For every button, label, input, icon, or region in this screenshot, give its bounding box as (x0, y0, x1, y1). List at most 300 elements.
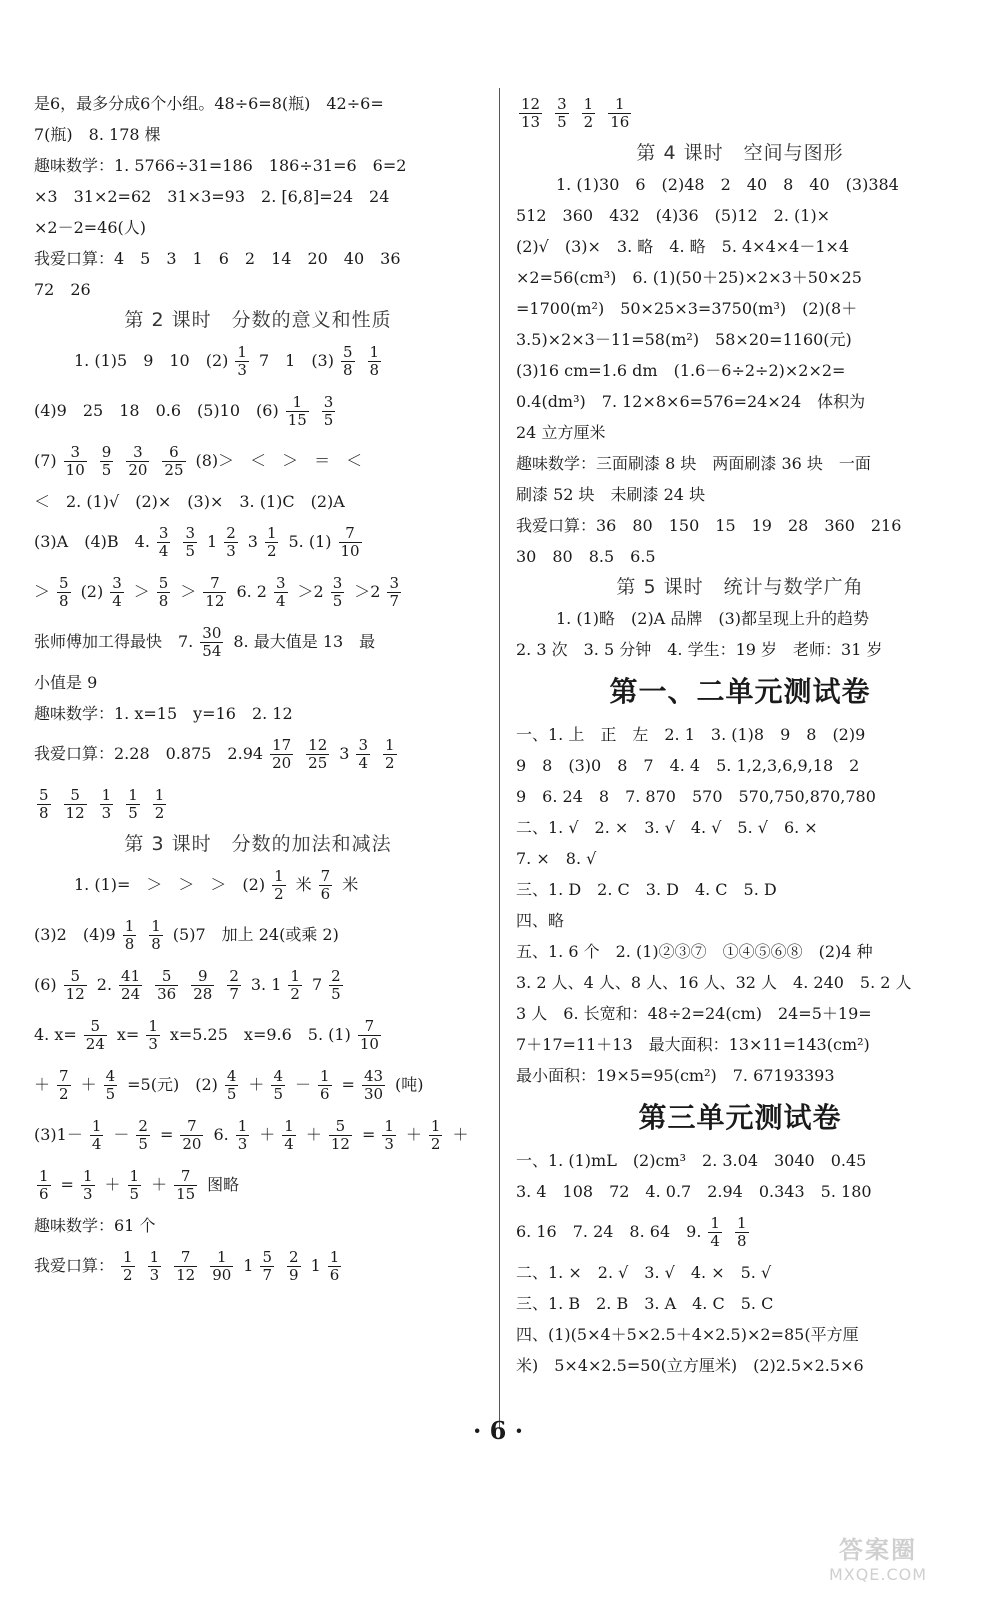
answer-text: 第 3 课时 分数的加法和减法 (124, 833, 392, 855)
fraction (123, 918, 137, 953)
numerator: 1 (237, 1116, 248, 1135)
numerator: 1 (123, 1247, 133, 1266)
answer-text: ＞2 (354, 582, 381, 601)
answer-text: ＋ (248, 1075, 265, 1094)
answer-text: 二、1. × 2. √ 3. √ 4. × 5. √ (516, 1263, 772, 1282)
denominator: 4 (710, 1231, 720, 1250)
fraction (162, 444, 185, 479)
answer-line (516, 1060, 968, 1091)
fraction (224, 525, 238, 560)
answer-line (34, 517, 486, 567)
answer-text: (3)A (4)B 4. (34, 532, 150, 551)
column-divider (499, 88, 500, 1428)
answer-text: 我爱口算： (34, 1256, 115, 1275)
numerator: 4 (105, 1066, 116, 1085)
fraction (322, 394, 336, 429)
answer-text: 2. (96, 975, 113, 994)
fraction (235, 344, 249, 379)
denominator: 4 (112, 591, 122, 610)
answer-text: ＋ (405, 1125, 422, 1144)
answer-line (516, 448, 968, 479)
fraction (191, 968, 214, 1003)
denominator: 2 (154, 803, 165, 822)
numerator: 2 (289, 1247, 299, 1266)
numerator: 41 (121, 966, 141, 985)
fraction (331, 575, 345, 610)
fraction (282, 1118, 296, 1153)
denominator: 3 (82, 1184, 93, 1203)
denominator: 7 (229, 984, 239, 1003)
answer-line (34, 1210, 486, 1241)
answer-line (516, 1288, 968, 1319)
answer-text: 1. (1)= ＞ ＞ ＞ (2) (74, 875, 266, 894)
answer-text: (3)1－ (34, 1125, 83, 1144)
answer-text: 第 5 课时 统计与数学广角 (616, 576, 864, 598)
answer-text: x=5.25 x=9.6 5. (1) (169, 1025, 351, 1044)
answer-text: 3 (339, 744, 350, 763)
fraction (358, 1018, 381, 1053)
denominator: 7 (262, 1265, 273, 1284)
answer-text: 张师傅加工得最快 7. (34, 632, 194, 651)
lesson-title (34, 305, 486, 336)
denominator: 25 (308, 753, 328, 772)
left-column (34, 88, 486, 1291)
fraction (708, 1215, 722, 1250)
fraction (318, 1068, 332, 1103)
numerator: 3 (358, 735, 368, 754)
fraction (126, 444, 149, 479)
fraction (306, 737, 329, 772)
answer-text: ＜ 2. (1)√ (2)× (3)× 3. (1)C (2)A (34, 492, 345, 511)
numerator: 5 (161, 966, 172, 985)
answer-text: ＋ (452, 1125, 469, 1144)
numerator: 1 (128, 785, 138, 804)
fraction (362, 1068, 385, 1103)
answer-line (34, 119, 486, 150)
denominator: 3 (237, 360, 247, 379)
numerator: 9 (101, 442, 112, 461)
denominator: 28 (193, 984, 213, 1003)
numerator: 6 (169, 442, 179, 461)
fraction (90, 1118, 104, 1153)
answer-line (34, 88, 486, 119)
answer-line (34, 181, 486, 212)
numerator: 2 (138, 1116, 148, 1135)
answer-text: 四、略 (516, 911, 565, 930)
denominator: 5 (332, 591, 343, 610)
answer-line (516, 750, 968, 781)
answer-text: 9 6. 24 8 7. 870 570 570,750,870,780 (516, 787, 876, 806)
answer-text: (6) (34, 975, 57, 994)
answer-text: 1 (243, 1256, 254, 1275)
answer-line (516, 1207, 968, 1257)
denominator: 4 (158, 541, 169, 560)
denominator: 5 (101, 460, 112, 479)
numerator: 4 (226, 1066, 237, 1085)
fraction (57, 575, 71, 610)
answer-line (34, 698, 486, 729)
numerator: 7 (320, 866, 331, 885)
fraction (260, 1249, 274, 1284)
numerator: 3 (557, 94, 567, 113)
fraction (155, 968, 178, 1003)
answer-line (516, 510, 968, 541)
answer-line (34, 1010, 486, 1060)
answer-text: 四、(1)(5×4＋5×2.5＋4×2.5)×2=85(平方厘 (516, 1325, 859, 1344)
denominator: 12 (205, 591, 225, 610)
answer-text: 1. (1)略 (2)A 品牌 (3)都呈现上升的趋势 (556, 609, 869, 628)
denominator: 8 (342, 360, 353, 379)
numerator: 1 (384, 735, 395, 754)
answer-line (516, 231, 968, 262)
numerator: 1 (82, 1166, 93, 1185)
fraction (200, 625, 223, 660)
answer-line (516, 874, 968, 905)
fraction (382, 1118, 396, 1153)
answer-text: ＋ (259, 1125, 276, 1144)
fraction (157, 525, 171, 560)
watermark-top: 答案圈 (839, 1536, 917, 1564)
denominator: 5 (105, 1084, 116, 1103)
denominator: 4 (91, 1134, 102, 1153)
numerator: 1 (266, 523, 277, 542)
numerator: 1 (710, 1213, 720, 1232)
answer-line (34, 274, 486, 305)
answer-line (516, 417, 968, 448)
answer-text: 1 (207, 532, 218, 551)
answer-line (516, 200, 968, 231)
answer-text: (7) (34, 451, 57, 470)
fraction (64, 968, 87, 1003)
denominator: 54 (202, 641, 222, 660)
fraction (236, 1118, 250, 1153)
numerator: 3 (275, 573, 286, 592)
answer-line (516, 386, 968, 417)
denominator: 6 (320, 884, 331, 903)
answer-text: 0.4(dm³) 7. 12×8×6=576=24×24 体积为 (516, 392, 866, 411)
denominator: 5 (129, 1184, 140, 1203)
answer-line (34, 1110, 486, 1160)
answer-line (516, 781, 968, 812)
answer-line (34, 212, 486, 243)
denominator: 8 (59, 591, 69, 610)
numerator: 12 (308, 735, 328, 754)
numerator: 7 (180, 1166, 191, 1185)
numerator: 7 (345, 523, 355, 542)
answer-line (516, 936, 968, 967)
denominator: 5 (128, 803, 138, 822)
denominator: 10 (340, 541, 360, 560)
denominator: 16 (610, 112, 630, 131)
fraction (274, 575, 288, 610)
answer-text: (3)16 cm=1.6 dm (1.6－6÷2÷2)×2×2= (516, 361, 846, 380)
answer-line (34, 486, 486, 517)
answer-line (34, 910, 486, 960)
answer-line (34, 436, 486, 486)
numerator: 7 (59, 1066, 69, 1085)
denominator: 2 (123, 1265, 133, 1284)
numerator: 30 (202, 623, 222, 642)
answer-text: (3)2 (4)9 (34, 925, 116, 944)
answer-text: 30 80 8.5 6.5 (516, 547, 656, 566)
answer-text: (4)9 25 18 0.6 (5)10 (6) (34, 401, 279, 420)
denominator: 12 (65, 984, 85, 1003)
fraction (225, 1068, 239, 1103)
numerator: 1 (149, 1247, 160, 1266)
denominator: 2 (59, 1084, 69, 1103)
fraction (286, 394, 309, 429)
denominator: 3 (384, 1134, 394, 1153)
answer-text: 1. (1)5 9 10 (2) (74, 351, 229, 370)
answer-text: 二、1. √ 2. × 3. √ 4. √ 5. √ 6. × (516, 818, 818, 837)
denominator: 20 (128, 460, 148, 479)
answer-line (34, 729, 486, 779)
numerator: 1 (216, 1247, 227, 1266)
denominator: 10 (65, 460, 85, 479)
answer-text: ＋ (305, 1125, 322, 1144)
answer-text: 最小面积：19×5=95(cm²) 7. 67193393 (516, 1066, 835, 1085)
fraction (341, 344, 355, 379)
denominator: 12 (330, 1134, 350, 1153)
numerator: 5 (335, 1116, 346, 1135)
watermark-bottom: MXQE.COM (828, 1565, 928, 1584)
numerator: 7 (180, 1247, 191, 1266)
lesson-title (516, 572, 968, 603)
denominator: 9 (289, 1265, 299, 1284)
numerator: 4 (273, 1066, 283, 1085)
answer-text: 刷漆 52 块 未刷漆 24 块 (516, 485, 706, 504)
fraction (64, 444, 87, 479)
answer-text: 3. 1 (250, 975, 282, 994)
answer-text: 5. (1) (288, 532, 332, 551)
numerator: 1 (583, 94, 594, 113)
answer-text: － (294, 1075, 311, 1094)
denominator: 3 (149, 1265, 160, 1284)
fraction (265, 525, 279, 560)
fraction (272, 868, 286, 903)
numerator: 5 (342, 342, 353, 361)
fraction (270, 737, 293, 772)
denominator: 3 (101, 803, 112, 822)
fraction (203, 575, 226, 610)
fraction (271, 1068, 285, 1103)
section-title (516, 665, 968, 719)
answer-line (34, 567, 486, 617)
fraction (582, 96, 596, 131)
numerator: 1 (614, 94, 625, 113)
answer-text: ×2－2=46(人) (34, 218, 147, 237)
numerator: 3 (323, 392, 334, 411)
right-column (516, 88, 968, 1381)
answer-text: 第一、二单元测试卷 (609, 675, 871, 708)
denominator: 5 (138, 1134, 148, 1153)
answer-text: (吨) (395, 1075, 424, 1094)
denominator: 12 (176, 1265, 196, 1284)
fraction (104, 1068, 118, 1103)
numerator: 5 (70, 785, 80, 804)
answer-line (516, 967, 968, 998)
denominator: 2 (430, 1134, 441, 1153)
fraction (136, 1118, 150, 1153)
answer-line (516, 541, 968, 572)
answer-line (516, 293, 968, 324)
numerator: 3 (185, 523, 196, 542)
answer-text: 图略 (207, 1175, 240, 1194)
numerator: 3 (389, 573, 399, 592)
answer-line (516, 812, 968, 843)
numerator: 3 (133, 442, 143, 461)
answer-text: 6. 16 7. 24 8. 64 9. (516, 1222, 702, 1241)
answer-text: ×3 31×2=62 31×3=93 2. [6,8]=24 24 (34, 187, 390, 206)
denominator: 5 (323, 410, 334, 429)
numerator: 3 (158, 523, 169, 542)
fraction (148, 1249, 162, 1284)
fraction (329, 968, 343, 1003)
fraction (153, 787, 167, 822)
fraction (81, 1168, 95, 1203)
numerator: 1 (124, 916, 135, 935)
numerator: 2 (229, 966, 239, 985)
answer-text: 3.5)×2×3－11=58(m²) 58×20=1160(元) (516, 330, 852, 349)
answer-line (34, 386, 486, 436)
answer-line (516, 719, 968, 750)
fraction (84, 1018, 107, 1053)
answer-text: = (361, 1125, 376, 1144)
answer-text: 6. (213, 1125, 229, 1144)
denominator: 25 (164, 460, 184, 479)
denominator: 20 (272, 753, 292, 772)
answer-text: ＋ (80, 1075, 97, 1094)
answer-text: ＞2 (297, 582, 324, 601)
answer-text: 1 (310, 1256, 321, 1275)
denominator: 3 (226, 541, 236, 560)
answer-text: 2. 3 次 3. 5 分钟 4. 学生：19 岁 老师：31 岁 (516, 640, 883, 659)
answer-line (34, 150, 486, 181)
answer-text: ＋ (151, 1175, 168, 1194)
answer-line (34, 1241, 486, 1291)
fraction (128, 1168, 142, 1203)
answer-line (516, 905, 968, 936)
answer-text: 72 26 (34, 280, 91, 299)
numerator: 1 (320, 1066, 330, 1085)
denominator: 5 (185, 541, 196, 560)
answer-text: 趣味数学：61 个 (34, 1216, 156, 1235)
answer-line (516, 1257, 968, 1288)
answer-text: ＞ (34, 582, 51, 601)
denominator: 36 (157, 984, 177, 1003)
fraction (100, 787, 114, 822)
denominator: 12 (65, 803, 85, 822)
answer-text: 6. 2 (236, 582, 267, 601)
answer-line (34, 336, 486, 386)
answer-text: 3 (247, 532, 258, 551)
numerator: 7 (187, 1116, 197, 1135)
answer-line (34, 1160, 486, 1210)
numerator: 1 (430, 1116, 441, 1135)
denominator: 5 (331, 984, 341, 1003)
fraction (146, 1018, 160, 1053)
denominator: 4 (358, 753, 368, 772)
answer-text: 3. 2 人、4 人、8 人、16 人、32 人 4. 240 5. 2 人 (516, 973, 912, 992)
denominator: 20 (182, 1134, 202, 1153)
lesson-title (34, 829, 486, 860)
denominator: 8 (369, 360, 380, 379)
numerator: 3 (70, 442, 80, 461)
numerator: 1 (292, 392, 303, 411)
numerator: 1 (91, 1116, 102, 1135)
answer-text: 7 1 (3) (258, 351, 334, 370)
answer-text: =1700(m²) 50×25×3=3750(m³) (2)(8＋ (516, 299, 858, 318)
numerator: 5 (262, 1247, 273, 1266)
fraction (121, 1249, 135, 1284)
numerator: 1 (101, 785, 112, 804)
answer-text: 我爱口算：4 5 3 1 6 2 14 20 40 36 (34, 249, 401, 268)
denominator: 15 (176, 1184, 196, 1203)
fraction (110, 575, 124, 610)
answer-text: 7(瓶) 8. 178 棵 (34, 125, 161, 144)
watermark-logo (788, 1530, 968, 1590)
answer-text: ＋ (104, 1175, 121, 1194)
numerator: 1 (290, 966, 300, 985)
answer-text: 趣味数学：三面刷漆 8 块 两面刷漆 36 块 一面 (516, 454, 871, 473)
answer-text: 3 人 6. 长宽和：48÷2=24(cm) 24=5＋19= (516, 1004, 872, 1023)
denominator: 2 (583, 112, 594, 131)
fraction (387, 575, 401, 610)
answer-text: 米 (342, 875, 359, 894)
answer-text: 趣味数学：1. 5766÷31=186 186÷31=6 6=2 (34, 156, 407, 175)
answer-text: (2)√ (3)× 3. 略 4. 略 5. 4×4×4－1×4 (516, 237, 850, 256)
answer-line (516, 262, 968, 293)
answer-text: 小值是 9 (34, 673, 98, 692)
numerator: 1 (129, 1166, 140, 1185)
numerator: 1 (284, 1116, 294, 1135)
fraction (383, 737, 397, 772)
fraction (64, 787, 87, 822)
fraction (287, 1249, 301, 1284)
denominator: 5 (226, 1084, 237, 1103)
answer-text: 我爱口算：2.28 0.875 2.94 (34, 744, 264, 763)
answer-text: 24 立方厘米 (516, 423, 606, 442)
numerator: 3 (112, 573, 122, 592)
fraction (183, 525, 197, 560)
denominator: 2 (274, 884, 284, 903)
fraction (126, 787, 140, 822)
answer-line (516, 1029, 968, 1060)
denominator: 2 (384, 753, 395, 772)
fraction (37, 1168, 51, 1203)
denominator: 6 (320, 1084, 330, 1103)
denominator: 2 (290, 984, 300, 1003)
fraction (119, 968, 142, 1003)
denominator: 5 (273, 1084, 283, 1103)
answer-text: 第 4 课时 空间与图形 (636, 142, 844, 164)
answer-text: ＞ (180, 582, 197, 601)
fraction (608, 96, 631, 131)
fraction (174, 1168, 197, 1203)
denominator: 6 (39, 1184, 49, 1203)
numerator: 1 (154, 785, 165, 804)
answer-text: (2) (80, 582, 104, 601)
numerator: 5 (39, 785, 49, 804)
denominator: 4 (275, 591, 286, 610)
answer-line (34, 617, 486, 667)
denominator: 3 (237, 1134, 248, 1153)
numerator: 2 (226, 523, 236, 542)
fraction (519, 96, 542, 131)
denominator: 8 (124, 934, 135, 953)
denominator: 8 (39, 803, 49, 822)
numerator: 43 (363, 1066, 384, 1085)
